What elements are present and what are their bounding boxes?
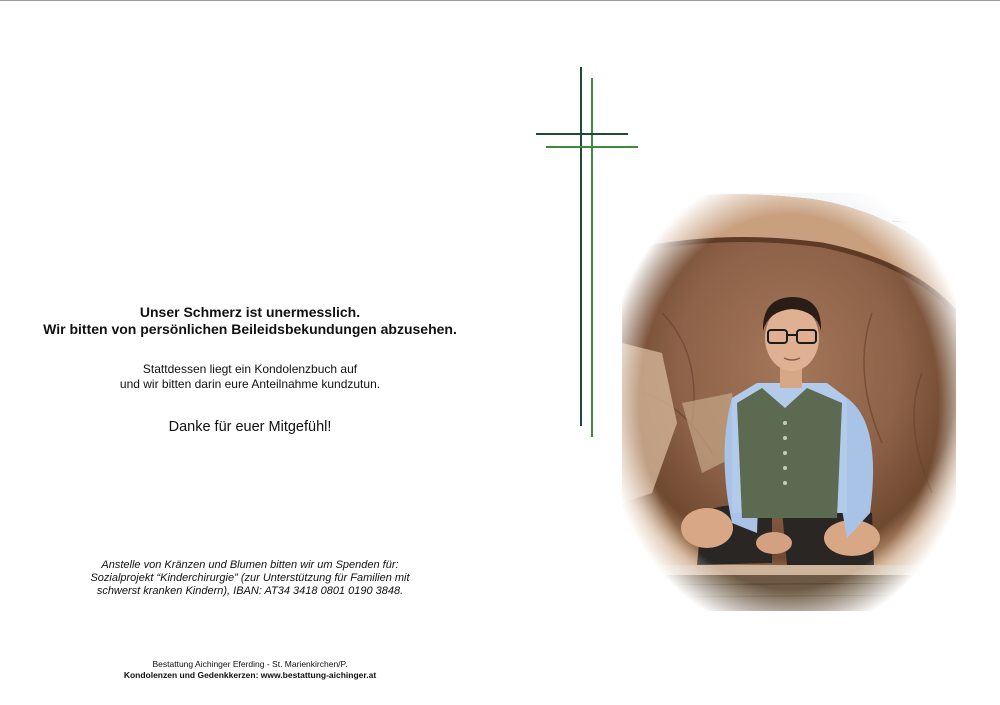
footer-line-1: Bestattung Aichinger Eferding - St. Marienkirchen/P. (152, 659, 348, 669)
funeral-home-footer (20, 659, 480, 681)
donation-line-3: schwerst kranken Kindern), IBAN: AT34 3418 0801 0190 3848. (96, 585, 404, 597)
cross-vertical-dark (580, 67, 582, 426)
cross-horizontal-dark (536, 133, 628, 135)
cross-vertical-green (591, 78, 593, 437)
cross-horizontal-green (546, 146, 638, 148)
heading-line-2: Wir bitten von persönlichen Beileidsbekundungen abzusehen. (43, 321, 457, 337)
donation-note (20, 559, 480, 598)
body-line-2: und wir bitten darin eure Anteilnahme kundzutun. (119, 377, 381, 391)
thanks-text: Danke für euer Mitgefühl! (168, 419, 332, 435)
donation-line-2: Sozialprojekt “Kinderchirurgie” (zur Unterstützung für Familien mit (90, 572, 410, 584)
donation-line-1: Anstelle von Kränzen und Blumen bitten wir um Spenden für: (101, 559, 399, 571)
footer-line-2: Kondolenzen und Gedenkkerzen: www.bestattung-aichinger.at (123, 670, 377, 680)
main-heading (20, 304, 480, 338)
heading-line-1: Unser Schmerz ist unermesslich. (139, 304, 361, 320)
top-border-line (0, 0, 1000, 1)
body-line-1: Stattdessen liegt ein Kondolenzbuch auf (142, 362, 358, 376)
memorial-photo (622, 193, 956, 611)
condolence-book-note (20, 362, 480, 392)
